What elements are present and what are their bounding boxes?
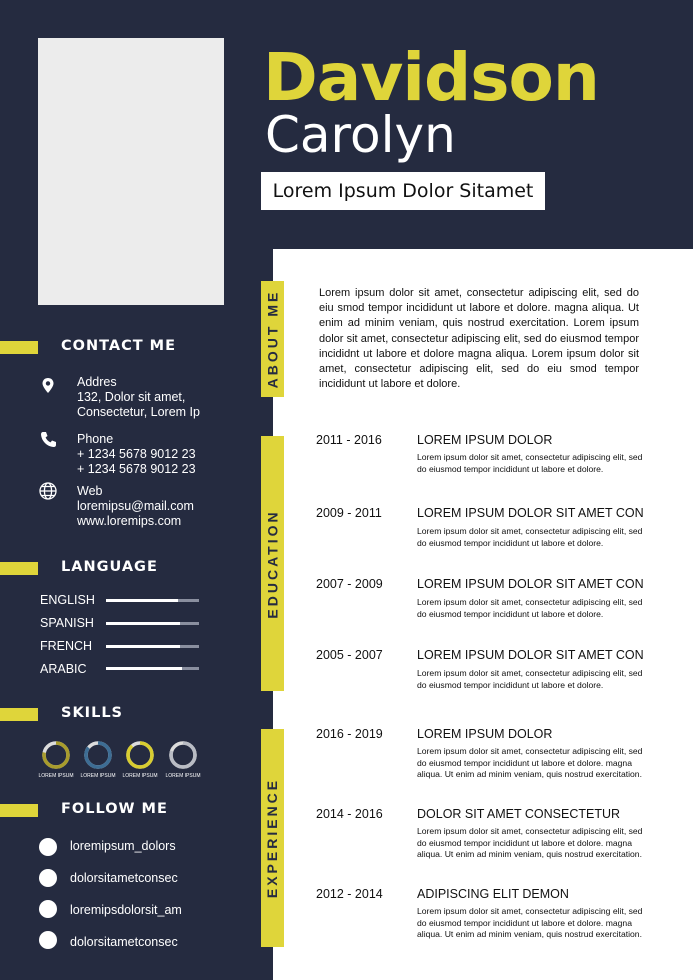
social-icon[interactable]	[39, 900, 57, 918]
education-title: LOREM IPSUM DOLOR SIT AMET CON	[417, 506, 644, 520]
language-name: SPANISH	[40, 616, 94, 630]
education-years: 2007 - 2009	[316, 577, 383, 591]
language-level-bar	[106, 622, 199, 625]
experience-title: DOLOR SIT AMET CONSECTETUR	[417, 807, 621, 821]
experience-tab	[261, 729, 284, 947]
social-icon[interactable]	[39, 931, 57, 949]
social-handle[interactable]: loremipsum_dolors	[70, 839, 176, 853]
section-marker	[0, 562, 38, 575]
profile-photo-placeholder	[38, 38, 224, 305]
language-title: LANGUAGE	[61, 559, 158, 575]
language-name: ENGLISH	[40, 593, 95, 607]
website-url: www.loremips.com	[77, 514, 182, 528]
education-title: LOREM IPSUM DOLOR SIT AMET CON	[417, 648, 644, 662]
education-title: LOREM IPSUM DOLOR	[417, 433, 553, 447]
experience-years: 2016 - 2019	[316, 727, 383, 741]
phone-number: + 1234 5678 9012 23	[77, 462, 196, 476]
web-label: Web	[77, 484, 103, 498]
section-marker	[0, 341, 38, 354]
language-level-fill	[106, 622, 180, 625]
social-handle[interactable]: loremipsdolorsit_am	[70, 903, 182, 917]
first-name: Carolyn	[265, 106, 456, 164]
location-pin-icon	[38, 376, 58, 396]
social-icon[interactable]	[39, 838, 57, 856]
phone-number: + 1234 5678 9012 23	[77, 447, 196, 461]
experience-years: 2014 - 2016	[316, 807, 383, 821]
phone-label: Phone	[77, 432, 114, 446]
education-title: LOREM IPSUM DOLOR SIT AMET CON	[417, 577, 644, 591]
experience-title: LOREM IPSUM DOLOR	[417, 727, 553, 741]
section-marker	[0, 708, 38, 721]
globe-icon	[38, 481, 58, 501]
phone-icon	[38, 430, 58, 450]
address-label: Addres	[77, 375, 117, 389]
address-line: Consectetur, Lorem Ip	[77, 405, 200, 419]
address-line: 132, Dolor sit amet,	[77, 390, 186, 404]
language-level-fill	[106, 667, 182, 670]
language-name: FRENCH	[40, 639, 93, 653]
experience-label: EXPERIENCE	[264, 777, 281, 899]
language-name: ARABIC	[40, 662, 87, 676]
skill-label: LOREM IPSUM	[165, 773, 201, 779]
education-years: 2005 - 2007	[316, 648, 383, 662]
experience-years: 2012 - 2014	[316, 887, 383, 901]
education-desc: Lorem ipsum dolor sit amet, consectetur adipiscing elit, sed do eiusmod tempor incididunt ut labore et dolore.	[417, 668, 643, 690]
language-level-fill	[106, 645, 180, 648]
social-handle[interactable]: dolorsitametconsec	[70, 871, 178, 885]
education-years: 2009 - 2011	[316, 506, 382, 520]
about-me-text: Lorem ipsum dolor sit amet, consectetur adipiscing elit, sed do eiu smod tempor incididunt ut labore et dolore. magna aliqua. Ut enim ad minim veniam, quis nostrud exercitation. Lorem ipsum dolor sit amet, consectetur adipiscing elit, sed do eiusmod tempor incididnt ut labore et dolore magna aliqua. Lorem ipsum dolor sit amet, consectetur adipiscing elit, sed do eiu smod tempor incididunt ut labore et dolore.	[319, 287, 639, 391]
about-me-tab	[261, 281, 284, 397]
education-desc: Lorem ipsum dolor sit amet, consectetur adipiscing elit, sed do eiusmod tempor incididunt ut labore et dolore.	[417, 597, 643, 619]
skill-ring-fill	[128, 743, 152, 767]
job-title-box: Lorem Ipsum Dolor Sitamet	[261, 172, 545, 210]
about-me-label: ABOUT ME	[264, 289, 281, 389]
education-label: EDUCATION	[264, 508, 281, 619]
last-name: Davidson	[263, 39, 599, 116]
language-level-bar	[106, 667, 199, 670]
experience-desc: Lorem ipsum dolor sit amet, consectetur adipiscing elit, sed do eiusmod tempor incididunt ut labore et dolore. magna aliqua. Ut enim ad minim veniam, quis nostrud exercitation.	[417, 906, 643, 940]
contact-title: CONTACT ME	[61, 338, 177, 354]
experience-desc: Lorem ipsum dolor sit amet, consectetur adipiscing elit, sed do eiusmod tempor incididunt ut labore et dolore. magna aliqua. Ut enim ad minim veniam, quis nostrud exercitation.	[417, 746, 643, 780]
skills-rings	[0, 735, 240, 775]
social-icon[interactable]	[39, 869, 57, 887]
language-level-bar	[106, 645, 199, 648]
follow-title: FOLLOW ME	[61, 801, 168, 817]
language-level-bar	[106, 599, 199, 602]
experience-title: ADIPISCING ELIT DEMON	[417, 887, 569, 901]
skills-title: SKILLS	[61, 705, 123, 721]
language-level-fill	[106, 599, 178, 602]
email-address: loremipsu@mail.com	[77, 499, 194, 513]
social-handle[interactable]: dolorsitametconsec	[70, 935, 178, 949]
education-desc: Lorem ipsum dolor sit amet, consectetur adipiscing elit, sed do eiusmod tempor incididunt ut labore et dolore.	[417, 526, 643, 548]
education-tab	[261, 436, 284, 691]
skill-label: LOREM IPSUM	[122, 773, 158, 779]
education-desc: Lorem ipsum dolor sit amet, consectetur adipiscing elit, sed do eiusmod tempor incididunt ut labore et dolore.	[417, 452, 643, 474]
skill-label: LOREM IPSUM	[80, 773, 116, 779]
education-years: 2011 - 2016	[316, 433, 382, 447]
section-marker	[0, 804, 38, 817]
skill-label: LOREM IPSUM	[38, 773, 74, 779]
experience-desc: Lorem ipsum dolor sit amet, consectetur adipiscing elit, sed do eiusmod tempor incididunt ut labore et dolore. magna aliqua. Ut enim ad minim veniam, quis nostrud exercitation.	[417, 826, 643, 860]
